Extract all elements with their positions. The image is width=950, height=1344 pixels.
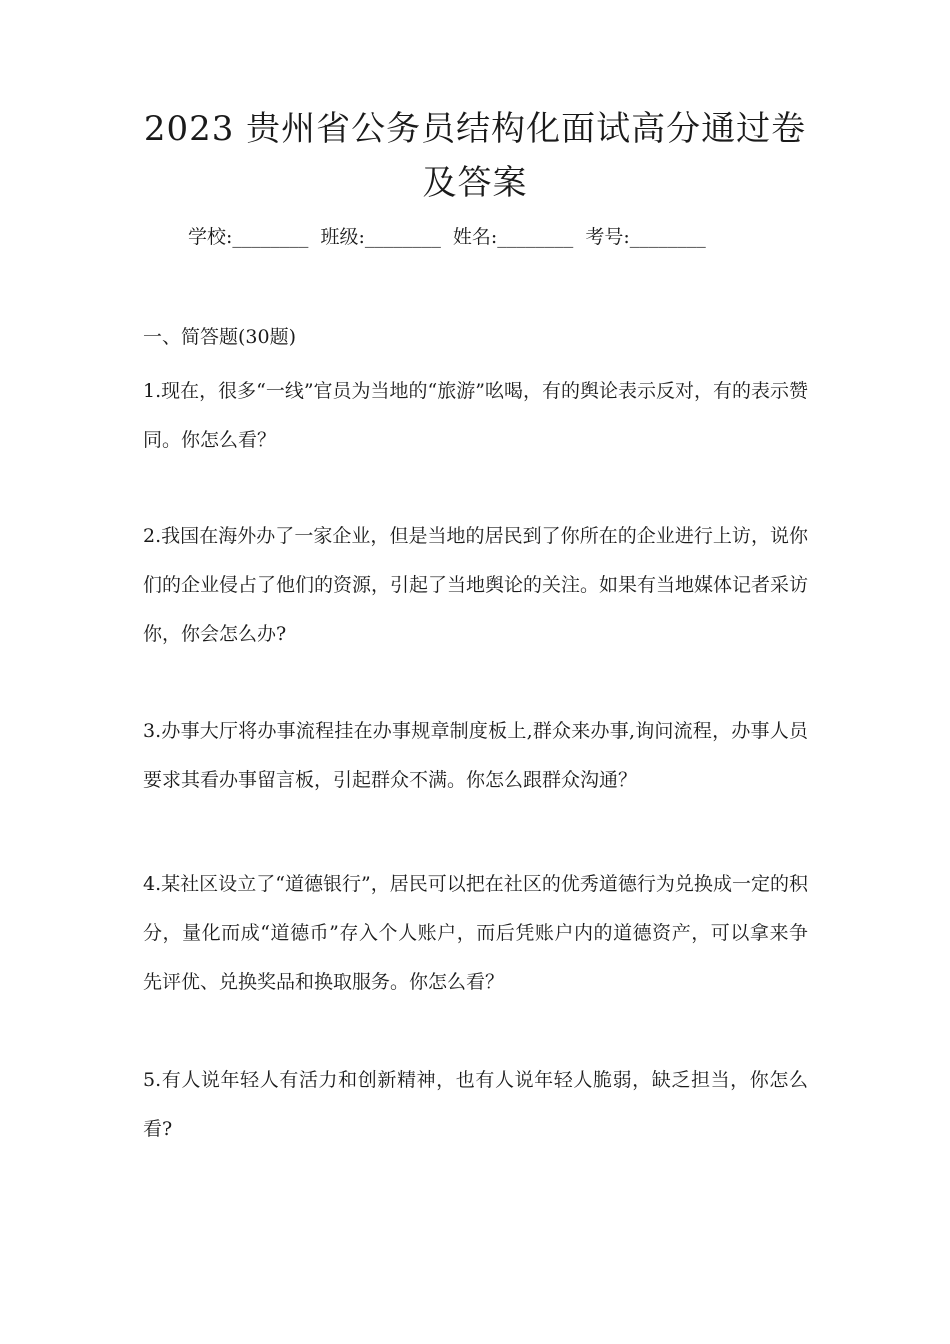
exam-number-field: 考号:________ xyxy=(585,226,706,248)
title-line-2: 及答案 xyxy=(422,163,528,203)
question-1: 1.现在，很多“一线”官员为当地的“旅游”吆喝，有的舆论表示反对，有的表示赞同。你怎么看？ xyxy=(143,380,808,451)
question-5: 5.有人说年轻人有活力和创新精神，也有人说年轻人脆弱，缺乏担当，你怎么看? xyxy=(143,1069,808,1140)
name-field: 姓名:________ xyxy=(452,226,574,248)
question-4: 4.某社区设立了“道德银行”，居民可以把在社区的优秀道德行为兑换成一定的积分，量化而成“道德币”存入个人账户，而后凭账户内的道德资产，可以拿来争先评优、兑换奖品和换取服务。你怎么看？ xyxy=(143,873,808,993)
question-2: 2.我国在海外办了一家企业，但是当地的居民到了你所在的企业进行上访，说你们的企业侵占了他们的资源，引起了当地舆论的关注。如果有当地媒体记者采访你，你会怎么办? xyxy=(143,525,809,645)
student-info-row xyxy=(188,222,712,252)
title-line-1: 2023 贵州省公务员结构化面试高分通过卷 xyxy=(143,109,807,149)
document-title xyxy=(120,102,830,210)
question-3: 3.办事大厅将办事流程挂在办事规章制度板上,群众来办事,询问流程，办事人员要求其看办事留言板，引起群众不满。你怎么跟群众沟通？ xyxy=(143,720,808,791)
class-field: 班级:________ xyxy=(320,226,441,248)
school-field: 学校:________ xyxy=(188,226,309,248)
section-heading: 一、简答题(30题) xyxy=(143,326,297,348)
